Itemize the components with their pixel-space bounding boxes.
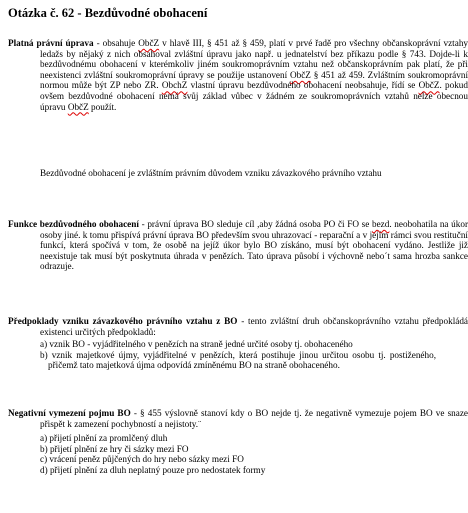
- spellcheck-word: ObčZ: [67, 101, 89, 112]
- spellcheck-word: ObčZ: [138, 38, 160, 48]
- list-item: d) přijetí plnění za dluh neplatný pouze pro nedostatek formy: [40, 464, 266, 475]
- section-heading: Negativní vymezení pojmu BO: [8, 408, 131, 418]
- section-text: použít.: [88, 101, 117, 112]
- section-legal-framework: [8, 38, 468, 112]
- section-text: . neobohatila na úkor osoby jiné. k tomu přispívá právní úprava BO především svou uhrazovací - reparační a v jejím rámci svou restituční funkcí, která spočívá v tom, že osobě na jejíž úkor bylo BO získáno, musí být obohacení vydáno. Jestliže již neexistuje tak musí být poskytnuta úhrada v penězích. Tato úprava působí i výchovně nebo´t sama hrozba sankce odrazuje.: [40, 219, 468, 272]
- spellcheck-word: bezd: [372, 219, 390, 229]
- list-item: b) přijetí plnění ze hry či sázky mezi FO: [40, 443, 189, 454]
- spellcheck-word: ObčZ: [289, 69, 311, 80]
- list-item: b) vznik majetkové újmy, vyjádřitelné v penězích, která postihuje jinou určitou osobu tj. postiženého, přičemž tato majetková újma odpovídá zmíněnému BO na straně obohaceného.: [40, 349, 436, 371]
- section-text: - obsahuje: [93, 38, 139, 48]
- section-text: - § 455 výslovně stanoví kdy o BO nejde tj. že negativně vymezuje pojem BO ve snaze přispět k zamezení pochybností a nejistoty.¨: [40, 408, 468, 429]
- list-item: a) vznik BO - vyjádřitelného v penězích na straně jedné určité osoby tj. obohaceného: [40, 339, 353, 349]
- section-text: vlastní úpravu bezdůvodného obohacení neobsahuje, řídí se: [187, 80, 419, 91]
- section-heading: Předpoklady vzniku závazkového právního vztahu z BO: [8, 316, 238, 326]
- section-prerequisites: [8, 316, 468, 337]
- section-text: v hlavě III, § 451 až § 459, platí v prvé řadě pro všechny občanskoprávní vztahy ledažs by nějaký z nich obsahoval zvláštní úpravu jako např. u jednatelství bez příkazu podle § 743. Dojde-li k bezdůvodnému obohacení v kterémkoliv jiném soukromoprávním vztahu než občanskoprávním pak platí, že při neexistenci zvláštní soukromoprávní úpravy se použije ustanovení: [40, 38, 468, 80]
- section-heading: Platná právní úprava: [8, 38, 94, 48]
- document-title: Otázka č. 62 - Bezdůvodné obohacení: [8, 6, 208, 20]
- section-text: - právní úprava BO sleduje cíl ,aby žádná osoba PO či FO se: [138, 219, 372, 229]
- section-paragraph: Bezdůvodné obohacení je zvláštním právním důvodem vzniku závazkového právního vztahu: [40, 168, 382, 178]
- section-text: § 451 až 459. Zvláštním soukromoprávní normou může být ZP nebo ZR.: [40, 69, 468, 91]
- section-negative-definition: [8, 408, 468, 429]
- section-function: [8, 219, 468, 272]
- spellcheck-word: ObčZ: [418, 80, 440, 91]
- prerequisites-list: [40, 339, 436, 371]
- section-heading: Funkce bezdůvodného obohacení: [8, 219, 139, 229]
- list-item: a) přijetí plnění za promlčený dluh: [40, 433, 168, 443]
- list-item: c) vrácení peněz půjčených do hry nebo sázky mezi FO: [40, 454, 244, 465]
- spellcheck-word: ObchZ: [161, 80, 188, 91]
- section-text: . pokud ovšem bezdůvodné obohacení nemá svůj základ vůbec v žádném ze soukromoprávních vztahů nelze obecnou úpravu: [40, 80, 468, 112]
- section-text: - tento zvláštní druh občanskoprávního vztahu předpokládá existenci určitých předpokladů:: [40, 316, 468, 337]
- negative-definition-list: [40, 433, 436, 475]
